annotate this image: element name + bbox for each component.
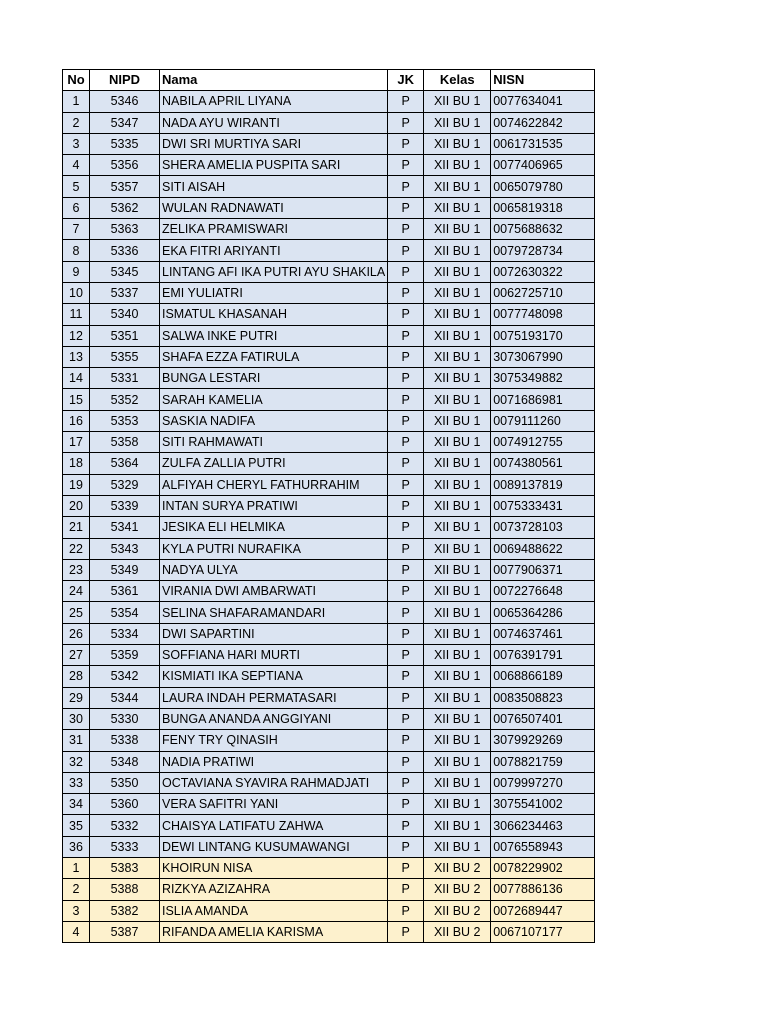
cell-nipd: 5349 — [90, 559, 160, 580]
cell-nisn: 0075688632 — [491, 219, 595, 240]
cell-jk: P — [388, 815, 424, 836]
cell-nisn: 0076507401 — [491, 708, 595, 729]
cell-no: 36 — [63, 836, 90, 857]
cell-jk: P — [388, 240, 424, 261]
cell-kelas: XII BU 1 — [424, 112, 491, 133]
cell-jk: P — [388, 346, 424, 367]
cell-nipd: 5344 — [90, 687, 160, 708]
cell-no: 24 — [63, 581, 90, 602]
cell-nipd: 5387 — [90, 921, 160, 942]
cell-jk: P — [388, 410, 424, 431]
cell-jk: P — [388, 602, 424, 623]
cell-nama: ISMATUL KHASANAH — [160, 304, 388, 325]
cell-no: 27 — [63, 645, 90, 666]
cell-jk: P — [388, 112, 424, 133]
cell-no: 16 — [63, 410, 90, 431]
cell-nisn: 3073067990 — [491, 346, 595, 367]
cell-nisn: 0075333431 — [491, 495, 595, 516]
cell-nisn: 0072276648 — [491, 581, 595, 602]
cell-nama: KHOIRUN NISA — [160, 857, 388, 878]
cell-nipd: 5355 — [90, 346, 160, 367]
cell-nipd: 5352 — [90, 389, 160, 410]
table-body — [63, 91, 595, 943]
cell-nipd: 5362 — [90, 197, 160, 218]
cell-jk: P — [388, 879, 424, 900]
cell-no: 10 — [63, 282, 90, 303]
cell-nama: ZELIKA PRAMISWARI — [160, 219, 388, 240]
table-row — [63, 432, 595, 453]
cell-nama: SHAFA EZZA FATIRULA — [160, 346, 388, 367]
cell-nipd: 5359 — [90, 645, 160, 666]
cell-nama: SARAH KAMELIA — [160, 389, 388, 410]
cell-nisn: 0077886136 — [491, 879, 595, 900]
table-row — [63, 559, 595, 580]
cell-kelas: XII BU 1 — [424, 304, 491, 325]
cell-nama: VERA SAFITRI YANI — [160, 794, 388, 815]
cell-no: 4 — [63, 155, 90, 176]
cell-nama: LAURA INDAH PERMATASARI — [160, 687, 388, 708]
cell-nama: BUNGA LESTARI — [160, 368, 388, 389]
cell-kelas: XII BU 1 — [424, 197, 491, 218]
cell-jk: P — [388, 517, 424, 538]
cell-jk: P — [388, 687, 424, 708]
table-row — [63, 645, 595, 666]
cell-jk: P — [388, 432, 424, 453]
cell-nama: BUNGA ANANDA ANGGIYANI — [160, 708, 388, 729]
cell-nama: EMI YULIATRI — [160, 282, 388, 303]
table-row — [63, 517, 595, 538]
table-row — [63, 666, 595, 687]
cell-nama: SALWA INKE PUTRI — [160, 325, 388, 346]
cell-nisn: 0068866189 — [491, 666, 595, 687]
cell-no: 23 — [63, 559, 90, 580]
cell-no: 15 — [63, 389, 90, 410]
cell-nisn: 3066234463 — [491, 815, 595, 836]
cell-nisn: 3075349882 — [491, 368, 595, 389]
cell-nisn: 0078229902 — [491, 857, 595, 878]
cell-no: 35 — [63, 815, 90, 836]
cell-no: 2 — [63, 879, 90, 900]
cell-nama: SITI AISAH — [160, 176, 388, 197]
cell-no: 17 — [63, 432, 90, 453]
cell-kelas: XII BU 2 — [424, 857, 491, 878]
cell-no: 31 — [63, 730, 90, 751]
cell-no: 30 — [63, 708, 90, 729]
cell-kelas: XII BU 1 — [424, 772, 491, 793]
cell-jk: P — [388, 474, 424, 495]
cell-kelas: XII BU 1 — [424, 432, 491, 453]
cell-no: 3 — [63, 900, 90, 921]
cell-jk: P — [388, 730, 424, 751]
cell-no: 12 — [63, 325, 90, 346]
cell-nipd: 5348 — [90, 751, 160, 772]
cell-nipd: 5354 — [90, 602, 160, 623]
cell-nisn: 3079929269 — [491, 730, 595, 751]
cell-no: 29 — [63, 687, 90, 708]
cell-no: 28 — [63, 666, 90, 687]
header-no: No — [63, 70, 90, 91]
cell-no: 34 — [63, 794, 90, 815]
table-row — [63, 91, 595, 112]
cell-jk: P — [388, 176, 424, 197]
cell-no: 32 — [63, 751, 90, 772]
header-jk: JK — [388, 70, 424, 91]
table-row — [63, 751, 595, 772]
header-nama: Nama — [160, 70, 388, 91]
cell-nama: VIRANIA DWI AMBARWATI — [160, 581, 388, 602]
cell-kelas: XII BU 1 — [424, 91, 491, 112]
cell-nama: SELINA SHAFARAMANDARI — [160, 602, 388, 623]
cell-nama: DWI SAPARTINI — [160, 623, 388, 644]
cell-nama: CHAISYA LATIFATU ZAHWA — [160, 815, 388, 836]
cell-nama: SHERA AMELIA PUSPITA SARI — [160, 155, 388, 176]
cell-no: 25 — [63, 602, 90, 623]
header-nipd: NIPD — [90, 70, 160, 91]
cell-jk: P — [388, 453, 424, 474]
cell-nama: LINTANG AFI IKA PUTRI AYU SHAKILA — [160, 261, 388, 282]
cell-nipd: 5358 — [90, 432, 160, 453]
table-row — [63, 581, 595, 602]
cell-nama: JESIKA ELI HELMIKA — [160, 517, 388, 538]
cell-kelas: XII BU 2 — [424, 921, 491, 942]
cell-kelas: XII BU 1 — [424, 240, 491, 261]
cell-nisn: 0074912755 — [491, 432, 595, 453]
table-row — [63, 538, 595, 559]
cell-nisn: 0062725710 — [491, 282, 595, 303]
cell-jk: P — [388, 91, 424, 112]
cell-nipd: 5363 — [90, 219, 160, 240]
table-header — [63, 70, 595, 91]
table-row — [63, 879, 595, 900]
cell-nisn: 3075541002 — [491, 794, 595, 815]
header-row — [63, 70, 595, 91]
cell-nipd: 5334 — [90, 623, 160, 644]
cell-jk: P — [388, 197, 424, 218]
cell-nisn: 0079997270 — [491, 772, 595, 793]
cell-kelas: XII BU 1 — [424, 219, 491, 240]
cell-no: 20 — [63, 495, 90, 516]
cell-nipd: 5388 — [90, 879, 160, 900]
cell-kelas: XII BU 1 — [424, 495, 491, 516]
cell-kelas: XII BU 1 — [424, 538, 491, 559]
cell-nipd: 5338 — [90, 730, 160, 751]
cell-nipd: 5347 — [90, 112, 160, 133]
cell-no: 11 — [63, 304, 90, 325]
cell-nipd: 5337 — [90, 282, 160, 303]
cell-kelas: XII BU 1 — [424, 687, 491, 708]
cell-nisn: 0077748098 — [491, 304, 595, 325]
table-row — [63, 410, 595, 431]
table-row — [63, 112, 595, 133]
cell-nipd: 5341 — [90, 517, 160, 538]
cell-nipd: 5346 — [90, 91, 160, 112]
cell-jk: P — [388, 368, 424, 389]
cell-nisn: 0069488622 — [491, 538, 595, 559]
cell-nama: OCTAVIANA SYAVIRA RAHMADJATI — [160, 772, 388, 793]
cell-kelas: XII BU 1 — [424, 474, 491, 495]
cell-no: 33 — [63, 772, 90, 793]
cell-nama: NADYA ULYA — [160, 559, 388, 580]
table-row — [63, 495, 595, 516]
cell-no: 4 — [63, 921, 90, 942]
cell-nama: ISLIA AMANDA — [160, 900, 388, 921]
cell-kelas: XII BU 1 — [424, 176, 491, 197]
cell-no: 14 — [63, 368, 90, 389]
cell-nama: FENY TRY QINASIH — [160, 730, 388, 751]
cell-nama: RIFANDA AMELIA KARISMA — [160, 921, 388, 942]
cell-no: 8 — [63, 240, 90, 261]
table-row — [63, 240, 595, 261]
cell-nisn: 0076391791 — [491, 645, 595, 666]
cell-jk: P — [388, 538, 424, 559]
cell-jk: P — [388, 921, 424, 942]
cell-kelas: XII BU 1 — [424, 368, 491, 389]
table-row — [63, 133, 595, 154]
table-row — [63, 772, 595, 793]
cell-jk: P — [388, 325, 424, 346]
table-row — [63, 325, 595, 346]
cell-nama: KYLA PUTRI NURAFIKA — [160, 538, 388, 559]
table-row — [63, 602, 595, 623]
cell-nama: DEWI LINTANG KUSUMAWANGI — [160, 836, 388, 857]
table-row — [63, 836, 595, 857]
cell-kelas: XII BU 1 — [424, 453, 491, 474]
cell-nipd: 5340 — [90, 304, 160, 325]
cell-nipd: 5364 — [90, 453, 160, 474]
cell-nipd: 5357 — [90, 176, 160, 197]
cell-no: 22 — [63, 538, 90, 559]
cell-no: 9 — [63, 261, 90, 282]
cell-nama: ALFIYAH CHERYL FATHURRAHIM — [160, 474, 388, 495]
cell-nipd: 5331 — [90, 368, 160, 389]
cell-kelas: XII BU 1 — [424, 645, 491, 666]
cell-nisn: 0065079780 — [491, 176, 595, 197]
cell-no: 1 — [63, 91, 90, 112]
cell-jk: P — [388, 666, 424, 687]
cell-nama: SOFFIANA HARI MURTI — [160, 645, 388, 666]
cell-nisn: 0072689447 — [491, 900, 595, 921]
cell-nipd: 5351 — [90, 325, 160, 346]
cell-nipd: 5339 — [90, 495, 160, 516]
cell-kelas: XII BU 1 — [424, 602, 491, 623]
cell-nama: NADIA PRATIWI — [160, 751, 388, 772]
cell-jk: P — [388, 708, 424, 729]
student-table — [62, 69, 595, 943]
cell-nipd: 5336 — [90, 240, 160, 261]
cell-nipd: 5382 — [90, 900, 160, 921]
cell-nama: EKA FITRI ARIYANTI — [160, 240, 388, 261]
table-row — [63, 346, 595, 367]
header-kelas: Kelas — [424, 70, 491, 91]
table-row — [63, 474, 595, 495]
table-row — [63, 197, 595, 218]
cell-no: 1 — [63, 857, 90, 878]
table-row — [63, 815, 595, 836]
cell-nisn: 0077634041 — [491, 91, 595, 112]
cell-no: 5 — [63, 176, 90, 197]
cell-nisn: 0065819318 — [491, 197, 595, 218]
cell-nisn: 0074637461 — [491, 623, 595, 644]
table-row — [63, 687, 595, 708]
cell-nama: INTAN SURYA PRATIWI — [160, 495, 388, 516]
cell-jk: P — [388, 133, 424, 154]
cell-kelas: XII BU 1 — [424, 730, 491, 751]
cell-jk: P — [388, 836, 424, 857]
cell-kelas: XII BU 1 — [424, 282, 491, 303]
cell-kelas: XII BU 1 — [424, 815, 491, 836]
cell-kelas: XII BU 1 — [424, 708, 491, 729]
header-nisn: NISN — [491, 70, 595, 91]
table-row — [63, 304, 595, 325]
cell-nisn: 0074380561 — [491, 453, 595, 474]
table-row — [63, 857, 595, 878]
cell-nisn: 0076558943 — [491, 836, 595, 857]
table-row — [63, 623, 595, 644]
cell-nisn: 0071686981 — [491, 389, 595, 410]
cell-jk: P — [388, 219, 424, 240]
cell-nipd: 5353 — [90, 410, 160, 431]
cell-kelas: XII BU 1 — [424, 155, 491, 176]
cell-kelas: XII BU 1 — [424, 261, 491, 282]
cell-nisn: 0083508823 — [491, 687, 595, 708]
cell-jk: P — [388, 623, 424, 644]
cell-no: 3 — [63, 133, 90, 154]
cell-nisn: 0079728734 — [491, 240, 595, 261]
cell-jk: P — [388, 559, 424, 580]
cell-nama: RIZKYA AZIZAHRA — [160, 879, 388, 900]
cell-jk: P — [388, 495, 424, 516]
cell-nisn: 0072630322 — [491, 261, 595, 282]
cell-kelas: XII BU 1 — [424, 346, 491, 367]
table-row — [63, 730, 595, 751]
table-row — [63, 368, 595, 389]
cell-nama: NABILA APRIL LIYANA — [160, 91, 388, 112]
cell-nipd: 5333 — [90, 836, 160, 857]
cell-nama: NADA AYU WIRANTI — [160, 112, 388, 133]
cell-no: 2 — [63, 112, 90, 133]
cell-nipd: 5343 — [90, 538, 160, 559]
cell-nisn: 0075193170 — [491, 325, 595, 346]
cell-jk: P — [388, 155, 424, 176]
cell-nisn: 0061731535 — [491, 133, 595, 154]
cell-nama: ZULFA ZALLIA PUTRI — [160, 453, 388, 474]
table-row — [63, 453, 595, 474]
cell-nisn: 0065364286 — [491, 602, 595, 623]
cell-nisn: 0077906371 — [491, 559, 595, 580]
cell-no: 7 — [63, 219, 90, 240]
cell-nisn: 0067107177 — [491, 921, 595, 942]
table-row — [63, 176, 595, 197]
cell-nipd: 5360 — [90, 794, 160, 815]
cell-nipd: 5329 — [90, 474, 160, 495]
cell-nama: KISMIATI IKA SEPTIANA — [160, 666, 388, 687]
cell-jk: P — [388, 261, 424, 282]
cell-nipd: 5330 — [90, 708, 160, 729]
cell-kelas: XII BU 2 — [424, 879, 491, 900]
cell-nisn: 0079111260 — [491, 410, 595, 431]
cell-nama: SITI RAHMAWATI — [160, 432, 388, 453]
cell-kelas: XII BU 1 — [424, 666, 491, 687]
table-row — [63, 155, 595, 176]
cell-kelas: XII BU 1 — [424, 751, 491, 772]
table-row — [63, 282, 595, 303]
cell-jk: P — [388, 794, 424, 815]
cell-kelas: XII BU 1 — [424, 133, 491, 154]
cell-nipd: 5345 — [90, 261, 160, 282]
cell-nama: WULAN RADNAWATI — [160, 197, 388, 218]
cell-no: 18 — [63, 453, 90, 474]
cell-jk: P — [388, 751, 424, 772]
cell-kelas: XII BU 1 — [424, 836, 491, 857]
table-row — [63, 219, 595, 240]
table-row — [63, 921, 595, 942]
cell-jk: P — [388, 772, 424, 793]
cell-nisn: 0089137819 — [491, 474, 595, 495]
cell-no: 26 — [63, 623, 90, 644]
cell-no: 6 — [63, 197, 90, 218]
cell-jk: P — [388, 282, 424, 303]
cell-jk: P — [388, 900, 424, 921]
table-row — [63, 389, 595, 410]
cell-kelas: XII BU 1 — [424, 517, 491, 538]
cell-nipd: 5332 — [90, 815, 160, 836]
cell-jk: P — [388, 857, 424, 878]
cell-kelas: XII BU 1 — [424, 389, 491, 410]
cell-kelas: XII BU 1 — [424, 794, 491, 815]
table-row — [63, 794, 595, 815]
cell-nisn: 0077406965 — [491, 155, 595, 176]
cell-jk: P — [388, 645, 424, 666]
cell-nipd: 5361 — [90, 581, 160, 602]
cell-nipd: 5350 — [90, 772, 160, 793]
cell-nisn: 0078821759 — [491, 751, 595, 772]
cell-nisn: 0073728103 — [491, 517, 595, 538]
cell-jk: P — [388, 389, 424, 410]
cell-jk: P — [388, 581, 424, 602]
cell-no: 21 — [63, 517, 90, 538]
cell-nipd: 5383 — [90, 857, 160, 878]
table-row — [63, 900, 595, 921]
cell-nipd: 5356 — [90, 155, 160, 176]
cell-kelas: XII BU 1 — [424, 581, 491, 602]
cell-kelas: XII BU 1 — [424, 623, 491, 644]
cell-kelas: XII BU 1 — [424, 410, 491, 431]
cell-nama: SASKIA NADIFA — [160, 410, 388, 431]
cell-jk: P — [388, 304, 424, 325]
table-row — [63, 261, 595, 282]
table-row — [63, 708, 595, 729]
cell-nama: DWI SRI MURTIYA SARI — [160, 133, 388, 154]
cell-nisn: 0074622842 — [491, 112, 595, 133]
cell-no: 13 — [63, 346, 90, 367]
cell-kelas: XII BU 1 — [424, 559, 491, 580]
cell-no: 19 — [63, 474, 90, 495]
cell-kelas: XII BU 1 — [424, 325, 491, 346]
cell-nipd: 5342 — [90, 666, 160, 687]
cell-kelas: XII BU 2 — [424, 900, 491, 921]
cell-nipd: 5335 — [90, 133, 160, 154]
